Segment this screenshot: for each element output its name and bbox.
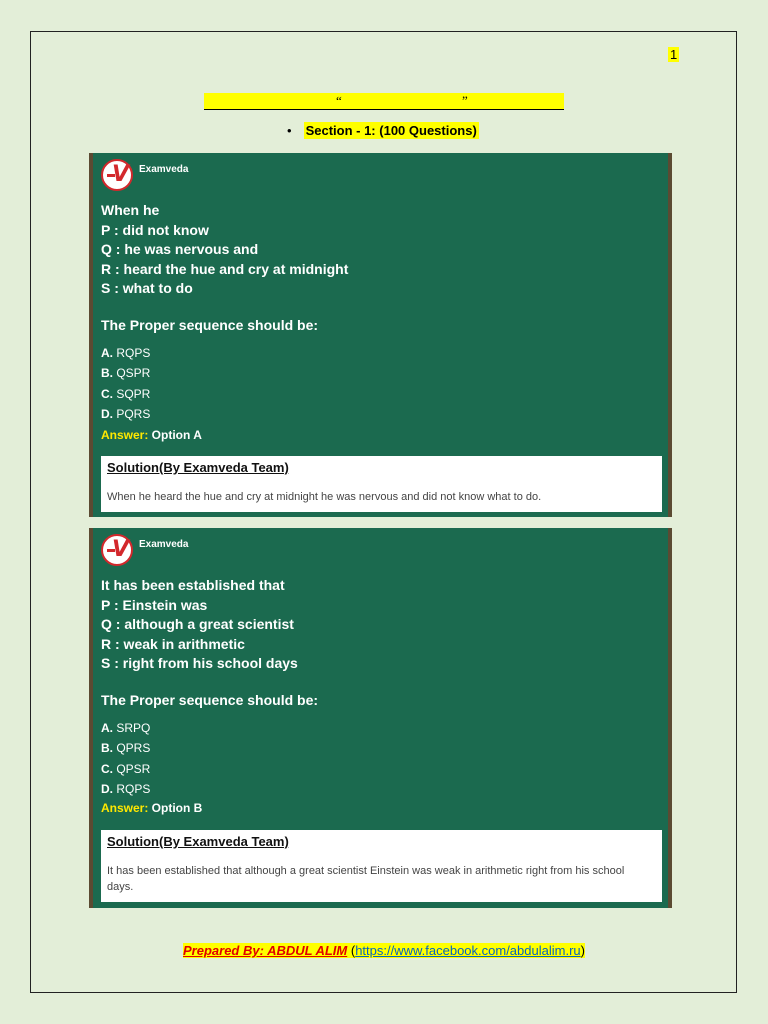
solution-title: Solution(By Examveda Team) bbox=[107, 834, 289, 849]
page-number: 1 bbox=[670, 47, 678, 62]
question-line: R : weak in arithmetic bbox=[101, 635, 245, 652]
answer-value: Option B bbox=[148, 801, 203, 815]
question-line: S : what to do bbox=[101, 280, 193, 296]
bullet-icon: • bbox=[287, 123, 292, 138]
option-a: A. RQPS bbox=[101, 346, 151, 360]
option-a: A. SRPQ bbox=[101, 721, 151, 735]
option-b: B. QSPR bbox=[101, 366, 151, 381]
option-d: D. PQRS bbox=[101, 406, 151, 421]
question-text bbox=[101, 201, 348, 299]
answer-line bbox=[101, 428, 202, 442]
question-line: S : right from his school days bbox=[101, 655, 298, 671]
answer-label: Answer: bbox=[101, 428, 149, 442]
option-c: C. QPSR bbox=[101, 761, 151, 776]
question-line: It has been established that bbox=[101, 577, 285, 593]
solution-text: It has been established that although a great scientist Einstein was weak in arithmetic right from his school days. bbox=[107, 865, 625, 893]
options-list bbox=[101, 718, 150, 799]
option-b: B. QPRS bbox=[101, 741, 151, 756]
footer-credit bbox=[0, 943, 768, 958]
section-label: (100 Questions) bbox=[379, 123, 477, 138]
footer-close-paren: ) bbox=[580, 943, 585, 958]
question-card-2 bbox=[89, 528, 672, 908]
footer-open-paren: ( bbox=[347, 943, 356, 958]
question-line: P : did not know bbox=[101, 221, 209, 238]
question-line: R : heard the hue and cry at midnight bbox=[101, 260, 349, 277]
sequence-prompt: The Proper sequence should be: bbox=[101, 692, 319, 708]
examveda-logo-icon: V bbox=[101, 159, 133, 191]
section-heading bbox=[287, 123, 479, 138]
option-d: D. RQPS bbox=[101, 781, 151, 796]
answer-line bbox=[101, 801, 202, 815]
solution-box bbox=[101, 830, 662, 902]
examveda-logo-icon: V bbox=[101, 534, 133, 566]
question-line: P : Einstein was bbox=[101, 596, 208, 613]
facebook-link[interactable]: https://www.facebook.com/abdulalim.ru bbox=[355, 943, 581, 958]
title-bar bbox=[204, 93, 564, 110]
sequence-prompt: The Proper sequence should be: bbox=[101, 317, 319, 333]
question-text bbox=[101, 576, 298, 674]
question-card-1 bbox=[89, 153, 672, 517]
title-right-quote: ” bbox=[462, 93, 468, 108]
question-line: Q : although a great scientist bbox=[101, 616, 294, 632]
question-line: When he bbox=[101, 202, 160, 218]
answer-value: Option A bbox=[148, 428, 202, 442]
options-list bbox=[101, 343, 150, 424]
solution-box bbox=[101, 456, 662, 512]
solution-text: When he heard the hue and cry at midnight he was nervous and did not know what to do. bbox=[107, 491, 542, 503]
prepared-by: Prepared By: ABDUL ALIM bbox=[183, 943, 348, 958]
brand-name: Examveda bbox=[139, 539, 189, 550]
title-left-quote: “ bbox=[336, 93, 342, 108]
question-line: Q : he was nervous and bbox=[101, 241, 259, 257]
section-prefix: Section - 1: bbox=[305, 123, 376, 138]
answer-label: Answer: bbox=[101, 801, 149, 815]
option-c: C. SQPR bbox=[101, 386, 151, 401]
solution-title: Solution(By Examveda Team) bbox=[107, 460, 289, 475]
brand-name: Examveda bbox=[139, 164, 189, 175]
